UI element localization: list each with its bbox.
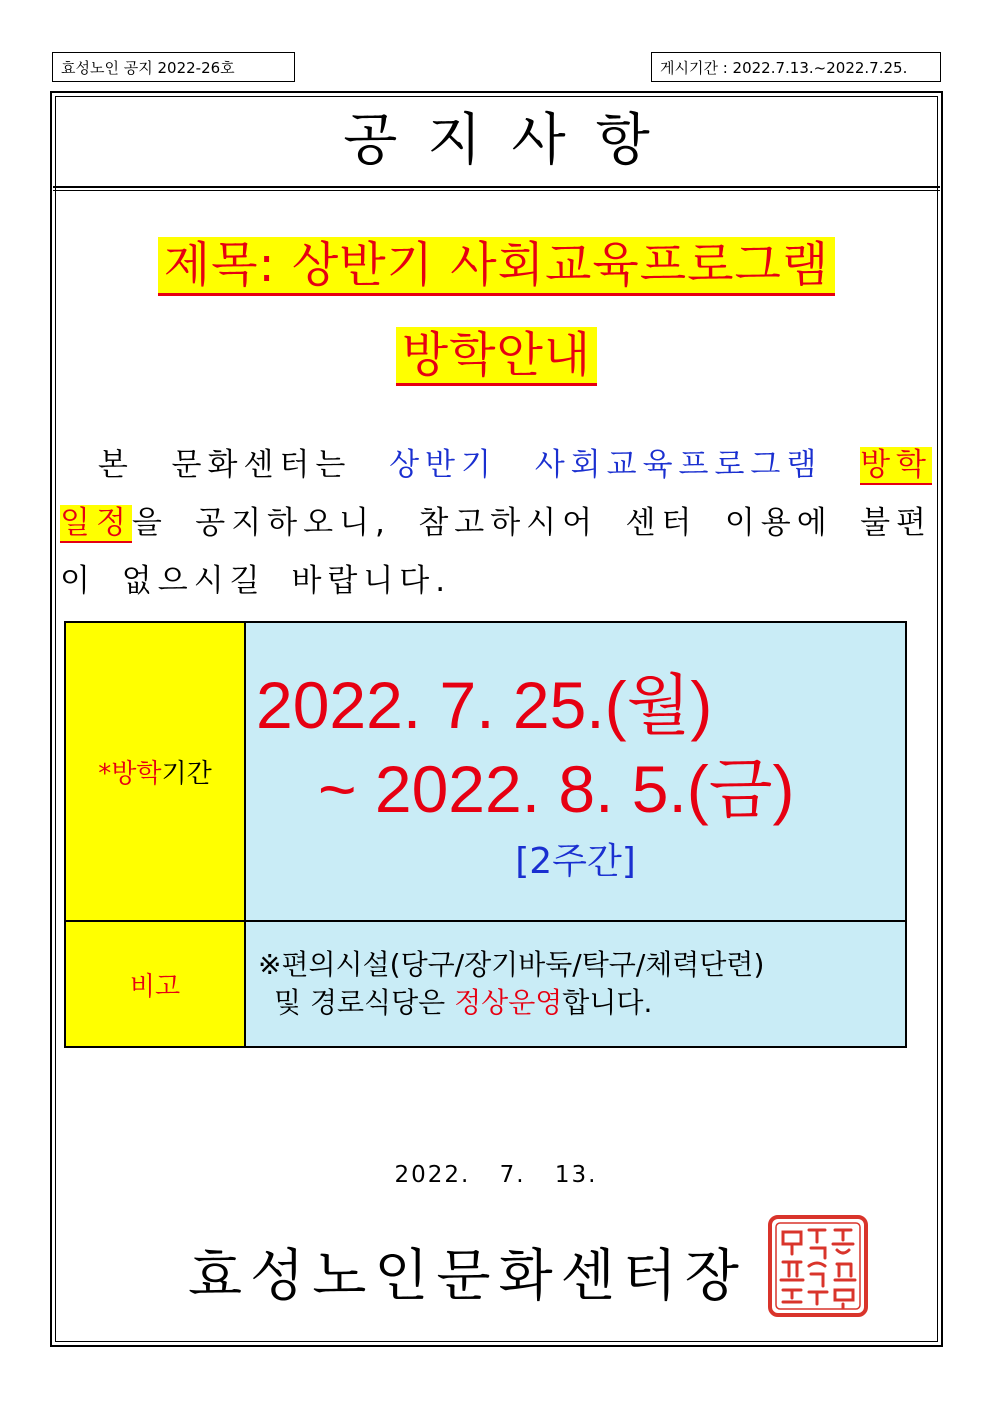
period-duration: [2주간]	[515, 840, 636, 882]
title-divider	[53, 186, 940, 191]
period-label-red: 방학	[111, 759, 162, 789]
subject-text-1: 제목: 상반기 사회교육프로그램	[158, 237, 835, 296]
posting-period: 게시기간 : 2022.7.13.~2022.7.25.	[651, 52, 941, 82]
note-line-1: ※편의시설(당구/장기바둑/탁구/체력단련)	[258, 948, 765, 981]
body-schedule: 방학 일정	[60, 447, 933, 541]
note-line-2-a: 및 경로식당은	[274, 986, 455, 1019]
period-end: ~ 2022. 8. 5.(금)	[318, 751, 795, 826]
signer-name: 효성노인문화센터장	[188, 1244, 747, 1309]
period-value-cell	[245, 622, 906, 921]
body-program: 상반기 사회교육프로그램	[389, 447, 861, 483]
subject-text-2: 방학안내	[396, 327, 597, 386]
subject-line-2	[55, 326, 938, 384]
note-label: 비고	[65, 921, 245, 1047]
notice-number: 효성노인 공지 2022-26호	[52, 52, 295, 82]
info-table	[64, 621, 907, 1048]
period-label-cell	[65, 622, 245, 921]
note-line-2	[246, 984, 905, 1022]
period-label-star: *	[98, 759, 112, 789]
period-start: 2022. 7. 25.(월)	[256, 667, 713, 742]
note-value-cell	[245, 921, 906, 1047]
period-row	[65, 622, 906, 921]
body-rest: 을 공지하오니, 참고하시어 센터 이용에 불편이 없으시길 바랍니다.	[60, 505, 932, 599]
subject-line-1	[55, 236, 938, 294]
period-label-rest: 기간	[161, 759, 212, 789]
page-title: 공지사항	[343, 108, 680, 173]
issue-date: 2022. 7. 13.	[394, 1162, 598, 1188]
body-intro: 본 문화센터는	[97, 447, 390, 483]
note-line-2-b: 합니다.	[562, 986, 653, 1019]
note-line-2-red: 정상운영	[454, 986, 563, 1019]
notice-body	[60, 436, 932, 610]
note-row	[65, 921, 906, 1047]
official-seal-icon	[767, 1214, 869, 1318]
